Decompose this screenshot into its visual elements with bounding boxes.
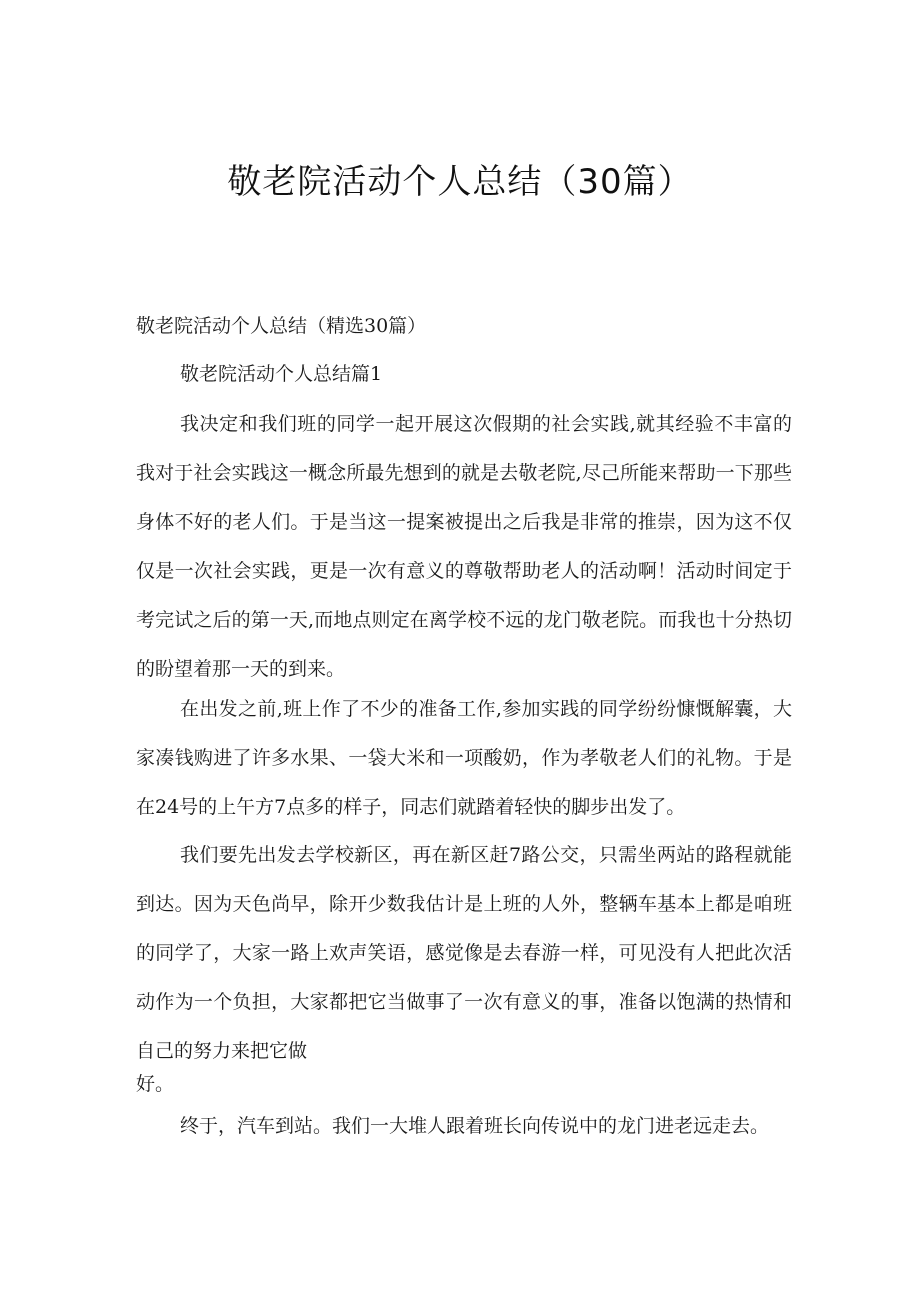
document-subtitle: 敬老院活动个人总结（精选30篇） — [136, 315, 427, 337]
paragraph-3-tail: 好。 — [136, 1073, 175, 1095]
paragraph-1: 我决定和我们班的同学一起开展这次假期的社会实践,就其经验不丰富的我对于社会实践这一概念所最先想到的就是去敬老院,尽己所能来帮助一下那些身体不好的老人们。于是当这一提案被提出之后我是非常的推崇，因为这不仅仅是一次社会实践，更是一次有意义的尊敬帮助老人的活动啊！活动时间定于考完试之后的第一天,而地点则定在离学校不远的龙门敬老院。而我也十分热切的盼望着那一天的到来。 — [136, 413, 792, 680]
paragraph-4: 终于，汽车到站。我们一大堆人跟着班长向传说中的龙门进老远走去。 — [180, 1115, 770, 1137]
section-heading: 敬老院活动个人总结篇1 — [180, 363, 383, 385]
paragraph-3: 我们要先出发去学校新区，再在新区赶7路公交，只需坐两站的路程就能到达。因为天色尚早，除开少数我估计是上班的人外，整辆车基本上都是咱班的同学了，大家一路上欢声笑语，感觉像是去春游一样，可见没有人把此次活动作为一个负担，大家都把它当做事了一次有意义的事，准备以饱满的热情和自己的努力来把它做 — [136, 844, 792, 1062]
document-title: 敬老院活动个人总结（30篇） — [227, 162, 693, 202]
paragraph-2: 在出发之前,班上作了不少的准备工作,参加实践的同学纷纷慷慨解囊，大家凑钱购进了许多水果、一袋大米和一项酸奶，作为孝敬老人们的礼物。于是在24号的上午方7点多的样子，同志们就踏着轻快的脚步出发了。 — [136, 698, 792, 818]
